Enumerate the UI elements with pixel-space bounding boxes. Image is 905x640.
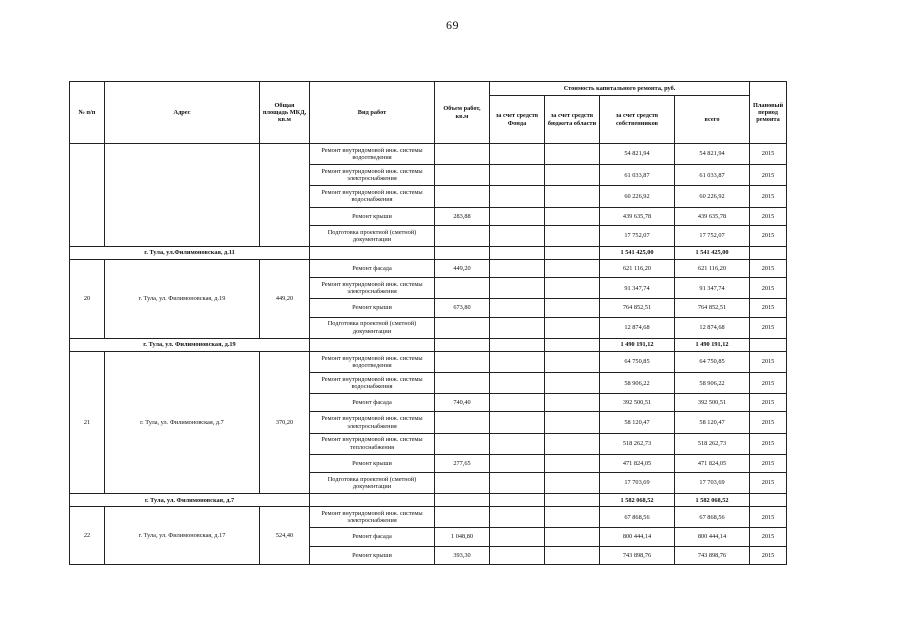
row-number: 21 — [70, 351, 105, 493]
col-total-header: всего — [675, 96, 750, 144]
work-volume — [435, 373, 490, 394]
cost-total: 61 033,87 — [675, 165, 750, 186]
cost-region — [545, 144, 600, 165]
cost-total: 621 116,20 — [675, 260, 750, 278]
cost-own: 54 821,94 — [600, 144, 675, 165]
cost-region — [545, 528, 600, 546]
cost-fund — [490, 225, 545, 246]
cost-region — [545, 373, 600, 394]
subtotal-fund — [490, 494, 545, 507]
work-type: Ремонт крыши — [310, 207, 435, 225]
table-row — [70, 507, 787, 528]
cost-fund — [490, 412, 545, 433]
cost-total: 54 821,94 — [675, 144, 750, 165]
subtotal-row — [70, 338, 787, 351]
cost-own: 764 852,51 — [600, 299, 675, 317]
cost-total: 91 347,74 — [675, 278, 750, 299]
cost-total: 58 906,22 — [675, 373, 750, 394]
subtotal-label: г. Тула, ул.Филимоновская, д.11 — [70, 246, 310, 259]
work-volume — [435, 317, 490, 338]
subtotal-period — [750, 494, 787, 507]
cost-own: 60 226,92 — [600, 186, 675, 207]
cost-fund — [490, 207, 545, 225]
cost-fund — [490, 507, 545, 528]
col-num-header: № п/п — [70, 82, 105, 144]
cost-own: 58 120,47 — [600, 412, 675, 433]
work-type: Ремонт фасада — [310, 528, 435, 546]
building-area: 370,20 — [260, 351, 310, 493]
subtotal-region — [545, 494, 600, 507]
cost-own: 67 868,56 — [600, 507, 675, 528]
cost-own: 471 824,05 — [600, 454, 675, 472]
work-type: Ремонт внутридомовой инж. системы водоснабжения — [310, 186, 435, 207]
building-address: г. Тула, ул. Филимоновская, д.19 — [105, 260, 260, 339]
cost-total: 518 262,73 — [675, 433, 750, 454]
planned-period: 2015 — [750, 299, 787, 317]
planned-period: 2015 — [750, 351, 787, 372]
col-period-header: Плановый период ремонта — [750, 82, 787, 144]
cost-fund — [490, 373, 545, 394]
cost-total: 439 635,78 — [675, 207, 750, 225]
cost-region — [545, 260, 600, 278]
planned-period: 2015 — [750, 394, 787, 412]
cost-own: 64 750,85 — [600, 351, 675, 372]
cost-fund — [490, 433, 545, 454]
work-volume: 277,65 — [435, 454, 490, 472]
planned-period: 2015 — [750, 225, 787, 246]
cost-fund — [490, 278, 545, 299]
header-row-top — [70, 82, 787, 96]
cost-fund — [490, 144, 545, 165]
planned-period: 2015 — [750, 278, 787, 299]
cost-total: 743 898,76 — [675, 546, 750, 564]
cost-region — [545, 278, 600, 299]
subtotal-volume — [435, 246, 490, 259]
planned-period: 2015 — [750, 165, 787, 186]
cost-own: 58 906,22 — [600, 373, 675, 394]
cost-region — [545, 351, 600, 372]
subtotal-period — [750, 246, 787, 259]
cost-total: 67 868,56 — [675, 507, 750, 528]
cost-fund — [490, 165, 545, 186]
cost-fund — [490, 528, 545, 546]
cost-fund — [490, 260, 545, 278]
work-volume — [435, 472, 490, 493]
cost-region — [545, 546, 600, 564]
subtotal-row — [70, 246, 787, 259]
work-volume: 673,80 — [435, 299, 490, 317]
work-volume: 1 048,80 — [435, 528, 490, 546]
work-volume — [435, 351, 490, 372]
cost-own: 800 444,14 — [600, 528, 675, 546]
cost-region — [545, 317, 600, 338]
subtotal-total: 1 582 068,52 — [675, 494, 750, 507]
building-address: г. Тула, ул. Филимоновская, д.17 — [105, 507, 260, 565]
cost-region — [545, 225, 600, 246]
cost-total: 12 874,68 — [675, 317, 750, 338]
cost-total: 800 444,14 — [675, 528, 750, 546]
cost-fund — [490, 546, 545, 564]
col-area-header: Общая площадь МКД, кв.м — [260, 82, 310, 144]
subtotal-own: 1 490 191,12 — [600, 338, 675, 351]
planned-period: 2015 — [750, 454, 787, 472]
work-volume — [435, 144, 490, 165]
col-work-header: Вид работ — [310, 82, 435, 144]
col-own-header: за счет средств собственников — [600, 96, 675, 144]
table-row — [70, 351, 787, 372]
cost-own: 61 033,87 — [600, 165, 675, 186]
table-row — [70, 260, 787, 278]
planned-period: 2015 — [750, 507, 787, 528]
work-volume — [435, 278, 490, 299]
work-volume — [435, 165, 490, 186]
cost-region — [545, 207, 600, 225]
subtotal-work — [310, 338, 435, 351]
cost-total: 764 852,51 — [675, 299, 750, 317]
subtotal-fund — [490, 338, 545, 351]
cost-region — [545, 186, 600, 207]
cost-fund — [490, 317, 545, 338]
work-volume: 393,30 — [435, 546, 490, 564]
cost-total: 64 750,85 — [675, 351, 750, 372]
subtotal-work — [310, 246, 435, 259]
subtotal-region — [545, 246, 600, 259]
planned-period: 2015 — [750, 207, 787, 225]
work-volume — [435, 186, 490, 207]
work-type: Ремонт фасада — [310, 394, 435, 412]
planned-period: 2015 — [750, 144, 787, 165]
repair-schedule-table — [69, 81, 787, 565]
planned-period: 2015 — [750, 373, 787, 394]
cost-total: 17 703,69 — [675, 472, 750, 493]
cost-own: 621 116,20 — [600, 260, 675, 278]
cost-fund — [490, 299, 545, 317]
subtotal-volume — [435, 494, 490, 507]
subtotal-own: 1 541 425,00 — [600, 246, 675, 259]
cost-fund — [490, 472, 545, 493]
subtotal-total: 1 490 191,12 — [675, 338, 750, 351]
col-fund-header: за счет средств Фонда — [490, 96, 545, 144]
cost-own: 439 635,78 — [600, 207, 675, 225]
row-number — [70, 144, 105, 247]
cost-own: 17 703,69 — [600, 472, 675, 493]
building-area: 449,20 — [260, 260, 310, 339]
col-cost-group-header: Стоимость капитального ремонта, руб. — [490, 82, 750, 96]
cost-own: 392 500,51 — [600, 394, 675, 412]
cost-own: 91 347,74 — [600, 278, 675, 299]
cost-fund — [490, 394, 545, 412]
cost-total: 60 226,92 — [675, 186, 750, 207]
work-type: Ремонт внутридомовой инж. системы водоотведения — [310, 351, 435, 372]
planned-period: 2015 — [750, 260, 787, 278]
table-body — [70, 144, 787, 565]
work-type: Ремонт внутридомовой инж. системы электроснабжения — [310, 412, 435, 433]
work-type: Ремонт внутридомовой инж. системы теплоснабжения — [310, 433, 435, 454]
cost-own: 518 262,73 — [600, 433, 675, 454]
cost-region — [545, 472, 600, 493]
planned-period: 2015 — [750, 412, 787, 433]
col-region-header: за счет средств бюджета области — [545, 96, 600, 144]
work-volume: 740,40 — [435, 394, 490, 412]
cost-region — [545, 299, 600, 317]
cost-total: 471 824,05 — [675, 454, 750, 472]
work-volume — [435, 507, 490, 528]
work-type: Подготовка проектной (сметной) документации — [310, 472, 435, 493]
col-address-header: Адрес — [105, 82, 260, 144]
cost-own: 743 898,76 — [600, 546, 675, 564]
work-type: Ремонт крыши — [310, 299, 435, 317]
cost-own: 12 874,68 — [600, 317, 675, 338]
building-address — [105, 144, 260, 247]
building-address: г. Тула, ул. Филимоновская, д.7 — [105, 351, 260, 493]
planned-period: 2015 — [750, 317, 787, 338]
work-volume: 283,88 — [435, 207, 490, 225]
subtotal-total: 1 541 425,00 — [675, 246, 750, 259]
building-area — [260, 144, 310, 247]
cost-region — [545, 394, 600, 412]
planned-period: 2015 — [750, 472, 787, 493]
work-type: Ремонт крыши — [310, 454, 435, 472]
planned-period: 2015 — [750, 528, 787, 546]
work-type: Ремонт фасада — [310, 260, 435, 278]
cost-fund — [490, 454, 545, 472]
cost-region — [545, 454, 600, 472]
subtotal-label: г. Тула, ул. Филимоновская, д.19 — [70, 338, 310, 351]
planned-period: 2015 — [750, 546, 787, 564]
work-type: Подготовка проектной (сметной) документации — [310, 225, 435, 246]
work-type: Ремонт внутридомовой инж. системы электроснабжения — [310, 165, 435, 186]
cost-total: 17 752,07 — [675, 225, 750, 246]
work-type: Ремонт внутридомовой инж. системы электроснабжения — [310, 278, 435, 299]
work-volume — [435, 412, 490, 433]
building-area: 524,40 — [260, 507, 310, 565]
cost-fund — [490, 351, 545, 372]
cost-total: 58 120,47 — [675, 412, 750, 433]
cost-region — [545, 412, 600, 433]
cost-total: 392 500,51 — [675, 394, 750, 412]
work-volume: 449,20 — [435, 260, 490, 278]
work-type: Ремонт крыши — [310, 546, 435, 564]
subtotal-period — [750, 338, 787, 351]
cost-region — [545, 165, 600, 186]
work-volume — [435, 433, 490, 454]
subtotal-volume — [435, 338, 490, 351]
subtotal-region — [545, 338, 600, 351]
cost-region — [545, 433, 600, 454]
cost-region — [545, 507, 600, 528]
planned-period: 2015 — [750, 186, 787, 207]
work-type: Ремонт внутридомовой инж. системы водоснабжения — [310, 373, 435, 394]
page-number: 69 — [446, 18, 459, 32]
work-type: Подготовка проектной (сметной) документации — [310, 317, 435, 338]
subtotal-row — [70, 494, 787, 507]
work-type: Ремонт внутридомовой инж. системы электроснабжения — [310, 507, 435, 528]
subtotal-work — [310, 494, 435, 507]
subtotal-label: г. Тула, ул. Филимоновская, д.7 — [70, 494, 310, 507]
col-volume-header: Объем работ, кв.м — [435, 82, 490, 144]
planned-period: 2015 — [750, 433, 787, 454]
table-row — [70, 144, 787, 165]
work-volume — [435, 225, 490, 246]
work-type: Ремонт внутридомовой инж. системы водоотведения — [310, 144, 435, 165]
subtotal-own: 1 582 068,52 — [600, 494, 675, 507]
cost-own: 17 752,07 — [600, 225, 675, 246]
row-number: 22 — [70, 507, 105, 565]
subtotal-fund — [490, 246, 545, 259]
cost-fund — [490, 186, 545, 207]
row-number: 20 — [70, 260, 105, 339]
